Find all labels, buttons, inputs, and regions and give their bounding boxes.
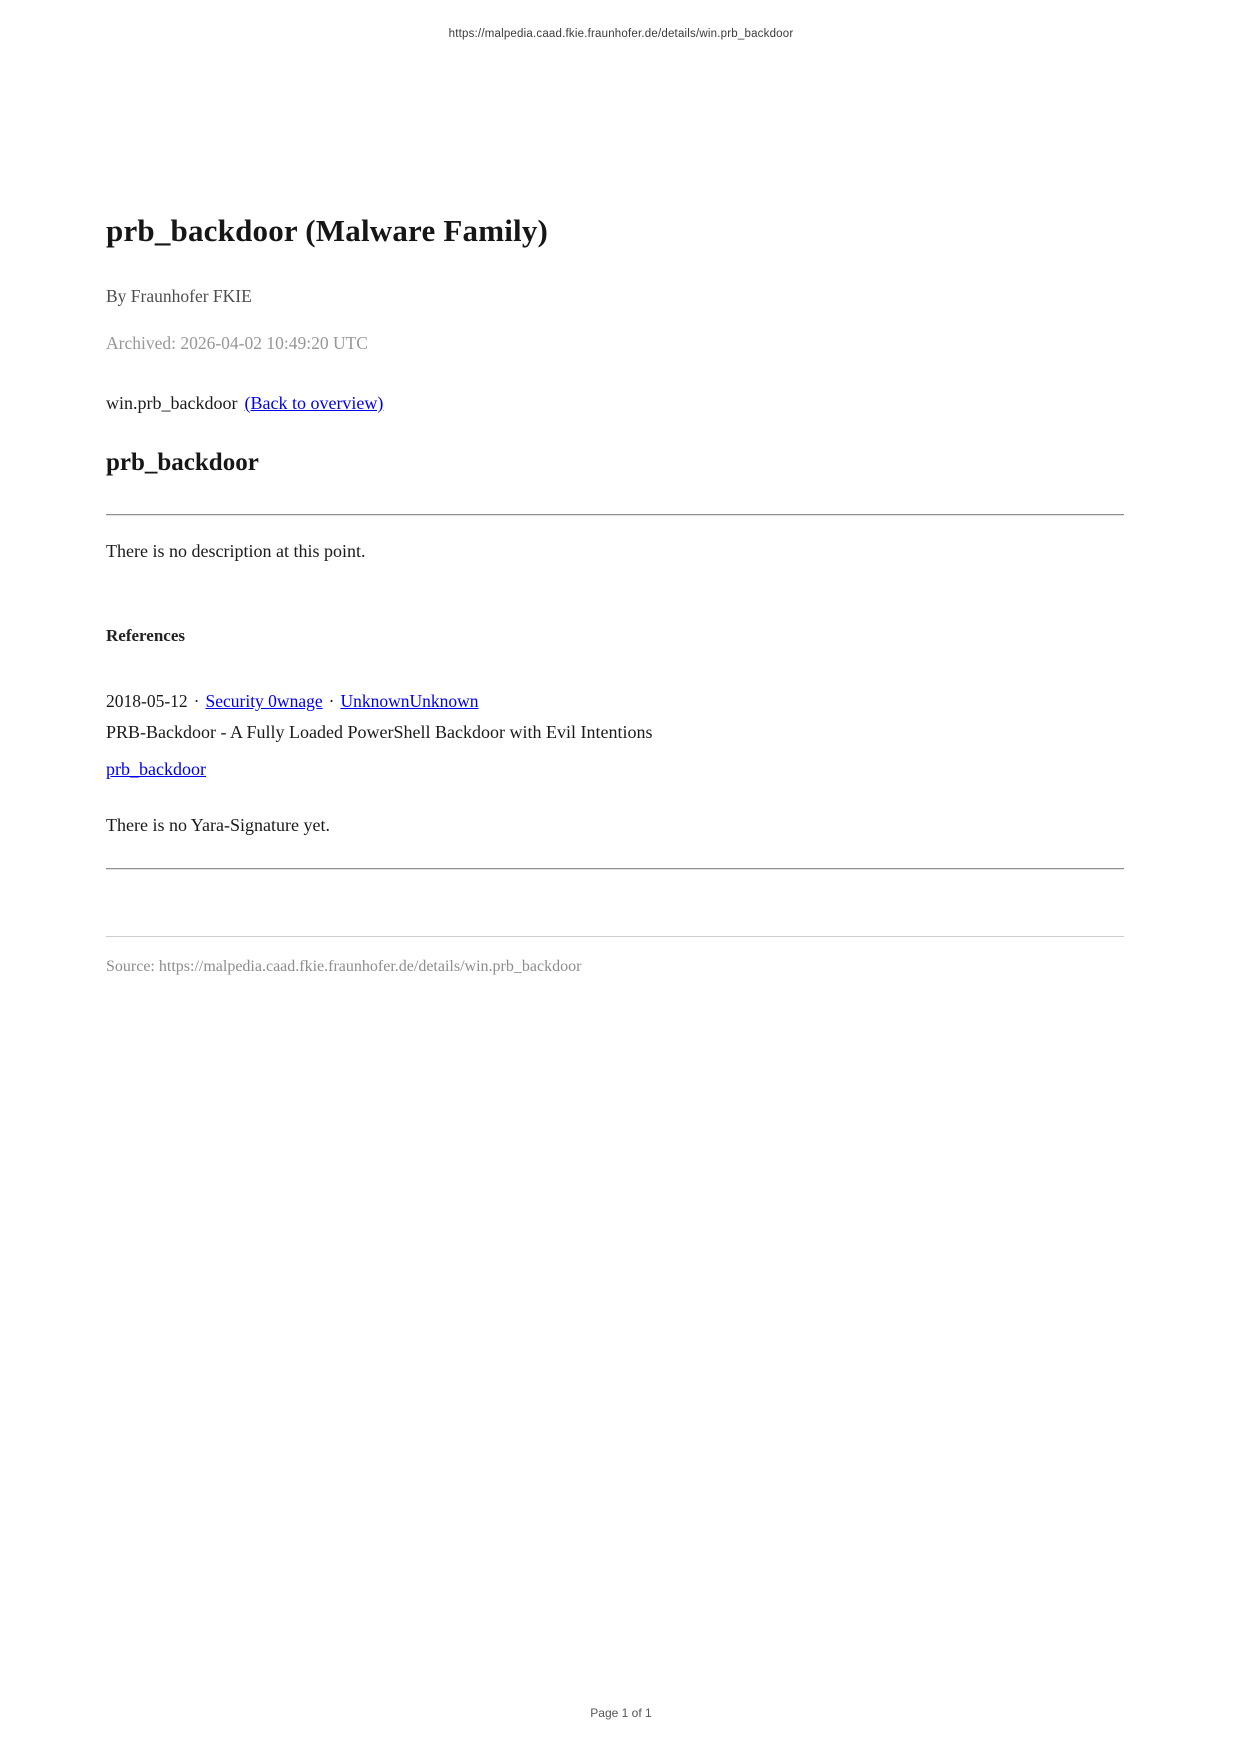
print-header-url: https://malpedia.caad.fkie.fraunhofer.de/details/win.prb_backdoor (448, 28, 794, 40)
family-id: win.prb_backdoor (106, 393, 238, 413)
source-url-line: Source: https://malpedia.caad.fkie.fraunhofer.de/details/win.prb_backdoor (106, 958, 582, 975)
page-number-indicator: Page 1 of 1 (590, 1706, 652, 1720)
archived-timestamp: Archived: 2026-04-02 10:49:20 UTC (106, 333, 368, 353)
back-to-overview-link[interactable]: (Back to overview) (244, 393, 384, 413)
references-heading: References (106, 626, 185, 645)
reference-family-line (106, 759, 206, 780)
separator-dot: · (193, 691, 200, 711)
yara-status-text: There is no Yara-Signature yet. (106, 815, 330, 835)
divider-top (106, 514, 1124, 516)
description-text: There is no description at this point. (106, 541, 366, 561)
separator-dot: · (328, 691, 335, 711)
byline: By Fraunhofer FKIE (106, 286, 252, 306)
page-title: prb_backdoor (Malware Family) (106, 213, 549, 248)
reference-author-link[interactable]: UnknownUnknown (340, 691, 479, 711)
reference-family-link[interactable]: prb_backdoor (106, 759, 206, 779)
divider-source (106, 936, 1124, 937)
reference-source-link[interactable]: Security 0wnage (205, 691, 323, 711)
family-heading: prb_backdoor (106, 449, 259, 476)
family-id-line (106, 393, 383, 414)
divider-bottom (106, 868, 1124, 870)
reference-title: PRB-Backdoor - A Fully Loaded PowerShell Backdoor with Evil Intentions (106, 722, 653, 742)
reference-meta-line (106, 691, 479, 712)
reference-date: 2018-05-12 (106, 691, 188, 711)
